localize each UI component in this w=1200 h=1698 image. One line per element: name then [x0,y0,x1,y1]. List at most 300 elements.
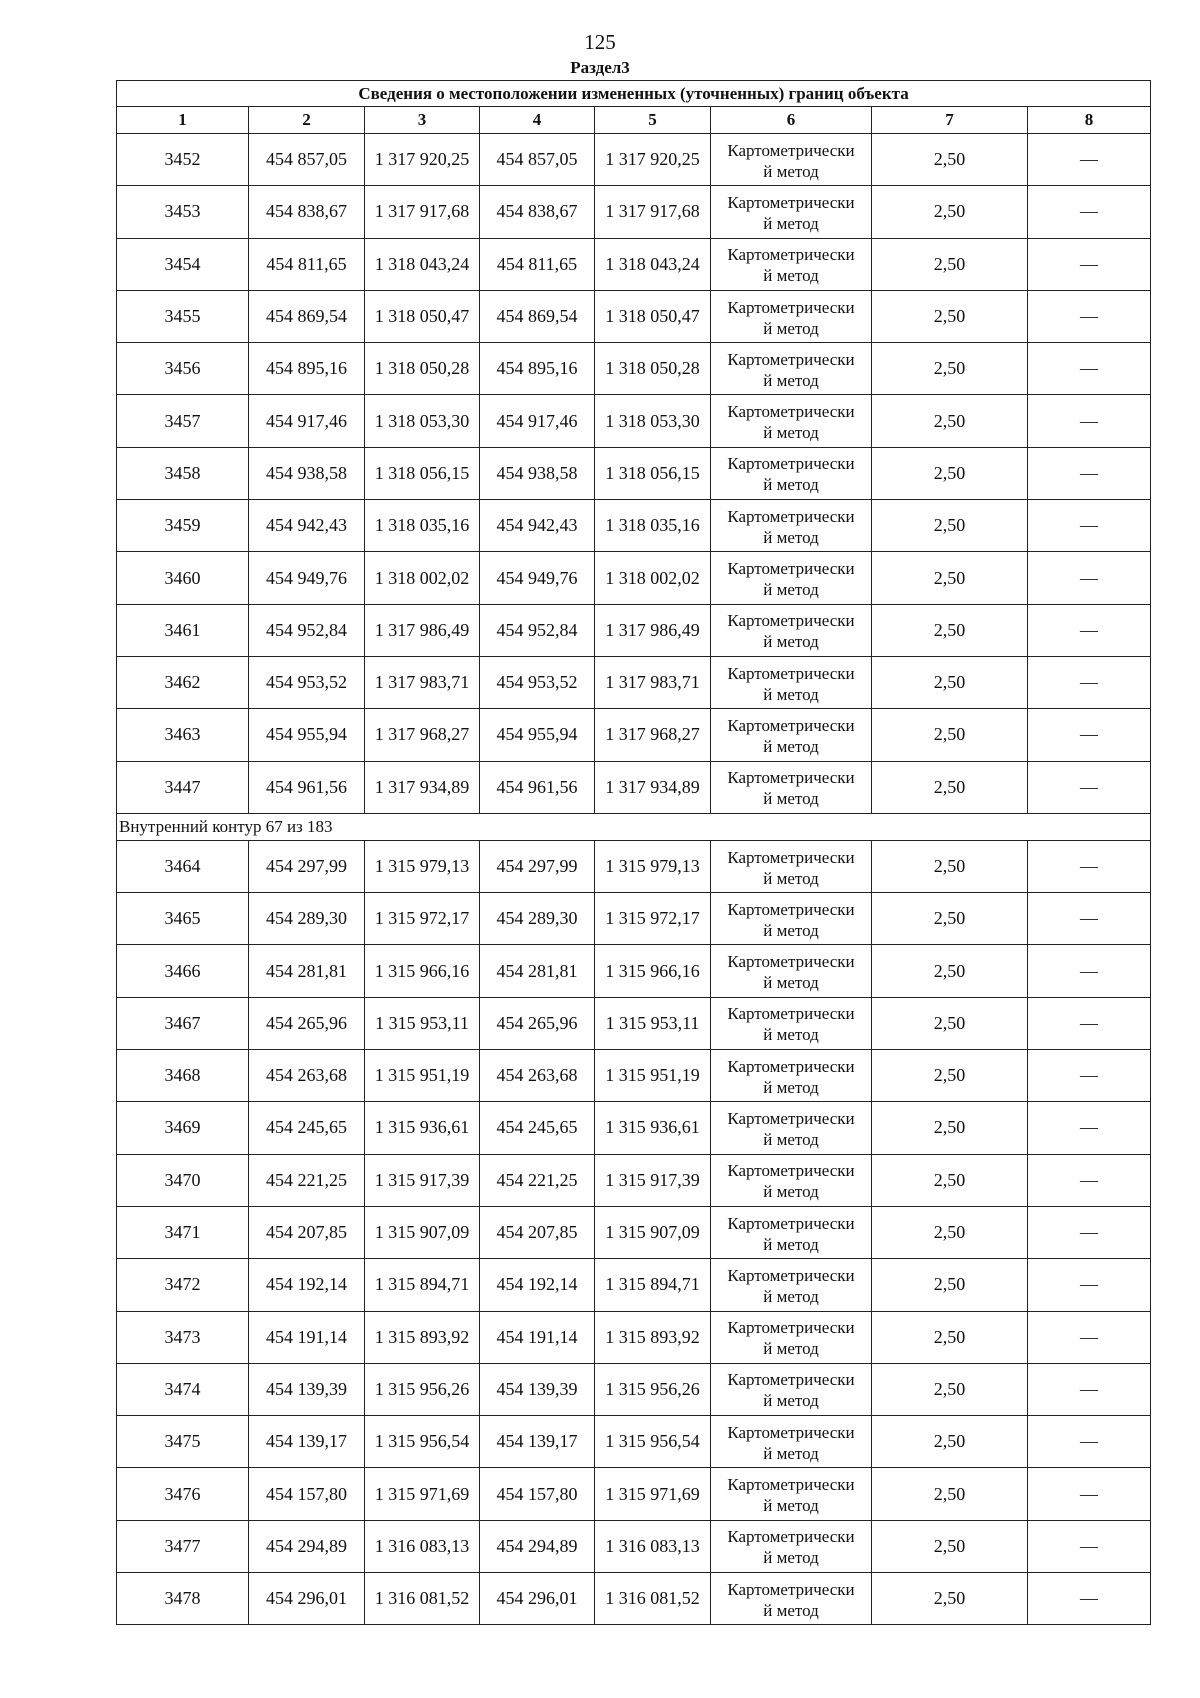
x-new-cell: 454 952,84 [480,604,595,656]
x-old-cell: 454 938,58 [249,447,365,499]
y-new-cell: 1 317 917,68 [595,186,711,238]
x-new-cell: 454 961,56 [480,761,595,813]
dash-cell: — [1028,186,1151,238]
dash-cell: — [1028,997,1151,1049]
table-row [117,186,1151,238]
x-new-cell: 454 192,14 [480,1259,595,1311]
method-cell [711,656,872,708]
x-old-cell: 454 838,67 [249,186,365,238]
point-number-cell: 3477 [117,1520,249,1572]
method-line1: Картометрически [727,1213,855,1233]
y-old-cell: 1 315 979,13 [365,840,480,892]
y-old-cell: 1 317 920,25 [365,134,480,186]
table-row [117,238,1151,290]
x-old-cell: 454 942,43 [249,500,365,552]
x-new-cell: 454 281,81 [480,945,595,997]
y-old-cell: 1 315 971,69 [365,1468,480,1520]
y-new-cell: 1 315 953,11 [595,997,711,1049]
method-cell [711,395,872,447]
accuracy-cell: 2,50 [872,1050,1028,1102]
accuracy-cell: 2,50 [872,1206,1028,1258]
method-line1: Картометрически [727,715,855,735]
method-cell [711,945,872,997]
method-cell [711,343,872,395]
x-new-cell: 454 942,43 [480,500,595,552]
method-line2: й метод [763,684,819,704]
dash-cell: — [1028,840,1151,892]
method-line2: й метод [763,1182,819,1202]
point-number-cell: 3471 [117,1206,249,1258]
x-old-cell: 454 265,96 [249,997,365,1049]
point-number-cell: 3453 [117,186,249,238]
method-cell [711,1416,872,1468]
accuracy-cell: 2,50 [872,552,1028,604]
accuracy-cell: 2,50 [872,186,1028,238]
method-line2: й метод [763,1339,819,1359]
column-number: 3 [365,107,480,134]
method-line1: Картометрически [727,192,855,212]
y-new-cell: 1 317 934,89 [595,761,711,813]
method-line1: Картометрически [727,1004,855,1024]
x-new-cell: 454 857,05 [480,134,595,186]
x-new-cell: 454 955,94 [480,709,595,761]
table-row [117,447,1151,499]
dash-cell: — [1028,290,1151,342]
method-line1: Картометрически [727,847,855,867]
point-number-cell: 3467 [117,997,249,1049]
method-cell [711,290,872,342]
y-old-cell: 1 316 081,52 [365,1573,480,1625]
x-old-cell: 454 949,76 [249,552,365,604]
method-line2: й метод [763,266,819,286]
method-cell [711,1520,872,1572]
y-old-cell: 1 317 934,89 [365,761,480,813]
accuracy-cell: 2,50 [872,343,1028,395]
method-line1: Картометрически [727,349,855,369]
method-line1: Картометрически [727,559,855,579]
method-line1: Картометрически [727,1318,855,1338]
method-line2: й метод [763,736,819,756]
y-new-cell: 1 315 972,17 [595,893,711,945]
column-number: 6 [711,107,872,134]
y-new-cell: 1 318 056,15 [595,447,711,499]
dash-cell: — [1028,395,1151,447]
method-line1: Картометрически [727,1370,855,1390]
dash-cell: — [1028,447,1151,499]
y-new-cell: 1 315 979,13 [595,840,711,892]
x-old-cell: 454 917,46 [249,395,365,447]
y-old-cell: 1 315 953,11 [365,997,480,1049]
method-line2: й метод [763,475,819,495]
accuracy-cell: 2,50 [872,1259,1028,1311]
y-old-cell: 1 317 917,68 [365,186,480,238]
page-number: 125 [584,30,616,54]
method-cell [711,1050,872,1102]
dash-cell: — [1028,709,1151,761]
x-new-cell: 454 938,58 [480,447,595,499]
section-title: Раздел3 [570,58,630,77]
y-new-cell: 1 317 983,71 [595,656,711,708]
table-row [117,709,1151,761]
x-new-cell: 454 139,17 [480,1416,595,1468]
method-cell [711,1363,872,1415]
point-number-cell: 3475 [117,1416,249,1468]
accuracy-cell: 2,50 [872,1102,1028,1154]
table-row [117,500,1151,552]
dash-cell: — [1028,761,1151,813]
accuracy-cell: 2,50 [872,604,1028,656]
method-cell [711,893,872,945]
point-number-cell: 3473 [117,1311,249,1363]
accuracy-cell: 2,50 [872,1416,1028,1468]
y-old-cell: 1 318 002,02 [365,552,480,604]
method-line2: й метод [763,1496,819,1516]
point-number-cell: 3469 [117,1102,249,1154]
method-cell [711,1154,872,1206]
dash-cell: — [1028,1363,1151,1415]
contour-section [117,813,1151,840]
method-line1: Картометрически [727,245,855,265]
accuracy-cell: 2,50 [872,1363,1028,1415]
x-new-cell: 454 838,67 [480,186,595,238]
accuracy-cell: 2,50 [872,997,1028,1049]
accuracy-cell: 2,50 [872,500,1028,552]
table-row [117,552,1151,604]
table-row [117,343,1151,395]
method-cell [711,997,872,1049]
y-old-cell: 1 315 956,54 [365,1416,480,1468]
y-old-cell: 1 318 056,15 [365,447,480,499]
x-new-cell: 454 221,25 [480,1154,595,1206]
method-cell [711,1102,872,1154]
method-line1: Картометрически [727,768,855,788]
method-line2: й метод [763,161,819,181]
table-row [117,840,1151,892]
boundary-table [116,80,1151,1625]
accuracy-cell: 2,50 [872,238,1028,290]
x-old-cell: 454 955,94 [249,709,365,761]
column-number: 7 [872,107,1028,134]
y-old-cell: 1 318 050,47 [365,290,480,342]
point-number-cell: 3470 [117,1154,249,1206]
method-line1: Картометрически [727,1108,855,1128]
point-number-cell: 3461 [117,604,249,656]
y-old-cell: 1 318 053,30 [365,395,480,447]
method-line2: й метод [763,1548,819,1568]
x-old-cell: 454 869,54 [249,290,365,342]
accuracy-cell: 2,50 [872,709,1028,761]
column-number: 5 [595,107,711,134]
y-new-cell: 1 315 894,71 [595,1259,711,1311]
y-new-cell: 1 315 951,19 [595,1050,711,1102]
x-new-cell: 454 265,96 [480,997,595,1049]
method-line2: й метод [763,1129,819,1149]
x-new-cell: 454 191,14 [480,1311,595,1363]
table-body-part2 [117,840,1151,1624]
dash-cell: — [1028,343,1151,395]
x-old-cell: 454 263,68 [249,1050,365,1102]
method-cell [711,1468,872,1520]
x-new-cell: 454 245,65 [480,1102,595,1154]
method-line1: Картометрически [727,899,855,919]
table-row [117,290,1151,342]
y-new-cell: 1 315 956,54 [595,1416,711,1468]
x-old-cell: 454 139,39 [249,1363,365,1415]
method-line1: Картометрически [727,611,855,631]
dash-cell: — [1028,1154,1151,1206]
point-number-cell: 3474 [117,1363,249,1415]
x-old-cell: 454 294,89 [249,1520,365,1572]
y-old-cell: 1 315 951,19 [365,1050,480,1102]
dash-cell: — [1028,1520,1151,1572]
table-row [117,134,1151,186]
method-cell [711,761,872,813]
method-cell [711,186,872,238]
table-row [117,1154,1151,1206]
accuracy-cell: 2,50 [872,290,1028,342]
y-old-cell: 1 315 917,39 [365,1154,480,1206]
y-old-cell: 1 315 894,71 [365,1259,480,1311]
y-new-cell: 1 317 986,49 [595,604,711,656]
method-line2: й метод [763,213,819,233]
method-cell [711,1206,872,1258]
table-row [117,1102,1151,1154]
dash-cell: — [1028,1311,1151,1363]
method-line1: Картометрически [727,952,855,972]
method-cell [711,1573,872,1625]
method-line2: й метод [763,1286,819,1306]
point-number-cell: 3464 [117,840,249,892]
x-old-cell: 454 157,80 [249,1468,365,1520]
x-new-cell: 454 297,99 [480,840,595,892]
dash-cell: — [1028,1468,1151,1520]
y-new-cell: 1 318 053,30 [595,395,711,447]
y-old-cell: 1 315 956,26 [365,1363,480,1415]
point-number-cell: 3455 [117,290,249,342]
y-old-cell: 1 317 968,27 [365,709,480,761]
point-number-cell: 3459 [117,500,249,552]
table-row [117,395,1151,447]
table-row [117,1468,1151,1520]
x-new-cell: 454 139,39 [480,1363,595,1415]
method-line1: Картометрически [727,1161,855,1181]
point-number-cell: 3456 [117,343,249,395]
contour-label: Внутренний контур 67 из 183 [117,813,1151,840]
accuracy-cell: 2,50 [872,134,1028,186]
x-old-cell: 454 192,14 [249,1259,365,1311]
x-old-cell: 454 953,52 [249,656,365,708]
y-old-cell: 1 315 972,17 [365,893,480,945]
table-row [117,893,1151,945]
method-cell [711,552,872,604]
dash-cell: — [1028,1102,1151,1154]
column-number: 2 [249,107,365,134]
x-old-cell: 454 139,17 [249,1416,365,1468]
method-cell [711,447,872,499]
point-number-cell: 3462 [117,656,249,708]
method-line2: й метод [763,868,819,888]
method-cell [711,840,872,892]
x-new-cell: 454 294,89 [480,1520,595,1572]
dash-cell: — [1028,945,1151,997]
table-row [117,1363,1151,1415]
accuracy-cell: 2,50 [872,1573,1028,1625]
dash-cell: — [1028,238,1151,290]
point-number-cell: 3452 [117,134,249,186]
y-new-cell: 1 316 081,52 [595,1573,711,1625]
method-line1: Картометрически [727,297,855,317]
x-new-cell: 454 289,30 [480,893,595,945]
table-row [117,1520,1151,1572]
method-line1: Картометрически [727,402,855,422]
table-row [117,1416,1151,1468]
dash-cell: — [1028,1050,1151,1102]
y-new-cell: 1 316 083,13 [595,1520,711,1572]
x-new-cell: 454 953,52 [480,656,595,708]
method-line1: Картометрически [727,663,855,683]
point-number-cell: 3472 [117,1259,249,1311]
x-new-cell: 454 157,80 [480,1468,595,1520]
y-new-cell: 1 315 907,09 [595,1206,711,1258]
y-new-cell: 1 317 968,27 [595,709,711,761]
accuracy-cell: 2,50 [872,945,1028,997]
accuracy-cell: 2,50 [872,1154,1028,1206]
y-new-cell: 1 318 002,02 [595,552,711,604]
accuracy-cell: 2,50 [872,1311,1028,1363]
y-new-cell: 1 315 893,92 [595,1311,711,1363]
table-row [117,1573,1151,1625]
y-new-cell: 1 318 043,24 [595,238,711,290]
method-line2: й метод [763,1234,819,1254]
table-row [117,761,1151,813]
method-cell [711,604,872,656]
table-row [117,1206,1151,1258]
method-line2: й метод [763,1600,819,1620]
accuracy-cell: 2,50 [872,395,1028,447]
method-line2: й метод [763,920,819,940]
point-number-cell: 3468 [117,1050,249,1102]
column-number: 1 [117,107,249,134]
point-number-cell: 3465 [117,893,249,945]
y-new-cell: 1 315 936,61 [595,1102,711,1154]
accuracy-cell: 2,50 [872,761,1028,813]
method-line1: Картометрически [727,1422,855,1442]
x-old-cell: 454 191,14 [249,1311,365,1363]
dash-cell: — [1028,893,1151,945]
method-line1: Картометрически [727,454,855,474]
point-number-cell: 3463 [117,709,249,761]
dash-cell: — [1028,134,1151,186]
column-number: 8 [1028,107,1151,134]
accuracy-cell: 2,50 [872,840,1028,892]
method-line2: й метод [763,527,819,547]
dash-cell: — [1028,1259,1151,1311]
method-line1: Картометрически [727,1527,855,1547]
method-line1: Картометрически [727,140,855,160]
x-old-cell: 454 961,56 [249,761,365,813]
point-number-cell: 3458 [117,447,249,499]
y-old-cell: 1 317 983,71 [365,656,480,708]
point-number-cell: 3466 [117,945,249,997]
dash-cell: — [1028,604,1151,656]
point-number-cell: 3457 [117,395,249,447]
y-old-cell: 1 318 035,16 [365,500,480,552]
method-line2: й метод [763,1077,819,1097]
y-old-cell: 1 318 050,28 [365,343,480,395]
method-line1: Картометрически [727,1265,855,1285]
dash-cell: — [1028,656,1151,708]
point-number-cell: 3460 [117,552,249,604]
column-number: 4 [480,107,595,134]
table-caption: Сведения о местоположении измененных (уточненных) границ объекта [117,81,1151,107]
y-old-cell: 1 316 083,13 [365,1520,480,1572]
y-old-cell: 1 315 936,61 [365,1102,480,1154]
table-row [117,1311,1151,1363]
x-old-cell: 454 296,01 [249,1573,365,1625]
x-new-cell: 454 811,65 [480,238,595,290]
method-line2: й метод [763,370,819,390]
table-row [117,1259,1151,1311]
method-cell [711,1311,872,1363]
dash-cell: — [1028,500,1151,552]
method-cell [711,500,872,552]
y-old-cell: 1 317 986,49 [365,604,480,656]
x-old-cell: 454 895,16 [249,343,365,395]
y-old-cell: 1 315 907,09 [365,1206,480,1258]
y-new-cell: 1 318 035,16 [595,500,711,552]
method-cell [711,709,872,761]
dash-cell: — [1028,1416,1151,1468]
dash-cell: — [1028,1206,1151,1258]
point-number-cell: 3476 [117,1468,249,1520]
method-line2: й метод [763,423,819,443]
method-line1: Картометрически [727,506,855,526]
x-old-cell: 454 245,65 [249,1102,365,1154]
method-line2: й метод [763,1391,819,1411]
x-old-cell: 454 857,05 [249,134,365,186]
x-old-cell: 454 952,84 [249,604,365,656]
accuracy-cell: 2,50 [872,447,1028,499]
x-new-cell: 454 296,01 [480,1573,595,1625]
method-cell [711,238,872,290]
method-line2: й метод [763,580,819,600]
point-number-cell: 3478 [117,1573,249,1625]
x-new-cell: 454 263,68 [480,1050,595,1102]
y-new-cell: 1 317 920,25 [595,134,711,186]
table-row [117,1050,1151,1102]
method-line1: Картометрически [727,1579,855,1599]
table-row [117,656,1151,708]
method-line1: Картометрически [727,1056,855,1076]
method-line2: й метод [763,632,819,652]
y-new-cell: 1 318 050,47 [595,290,711,342]
method-line2: й метод [763,973,819,993]
table-row [117,997,1151,1049]
point-number-cell: 3454 [117,238,249,290]
accuracy-cell: 2,50 [872,893,1028,945]
column-number-row [117,107,1151,134]
dash-cell: — [1028,552,1151,604]
method-line1: Картометрически [727,1475,855,1495]
dash-cell: — [1028,1573,1151,1625]
table-row [117,945,1151,997]
y-new-cell: 1 315 966,16 [595,945,711,997]
accuracy-cell: 2,50 [872,1468,1028,1520]
x-old-cell: 454 811,65 [249,238,365,290]
y-new-cell: 1 318 050,28 [595,343,711,395]
x-new-cell: 454 917,46 [480,395,595,447]
y-new-cell: 1 315 917,39 [595,1154,711,1206]
